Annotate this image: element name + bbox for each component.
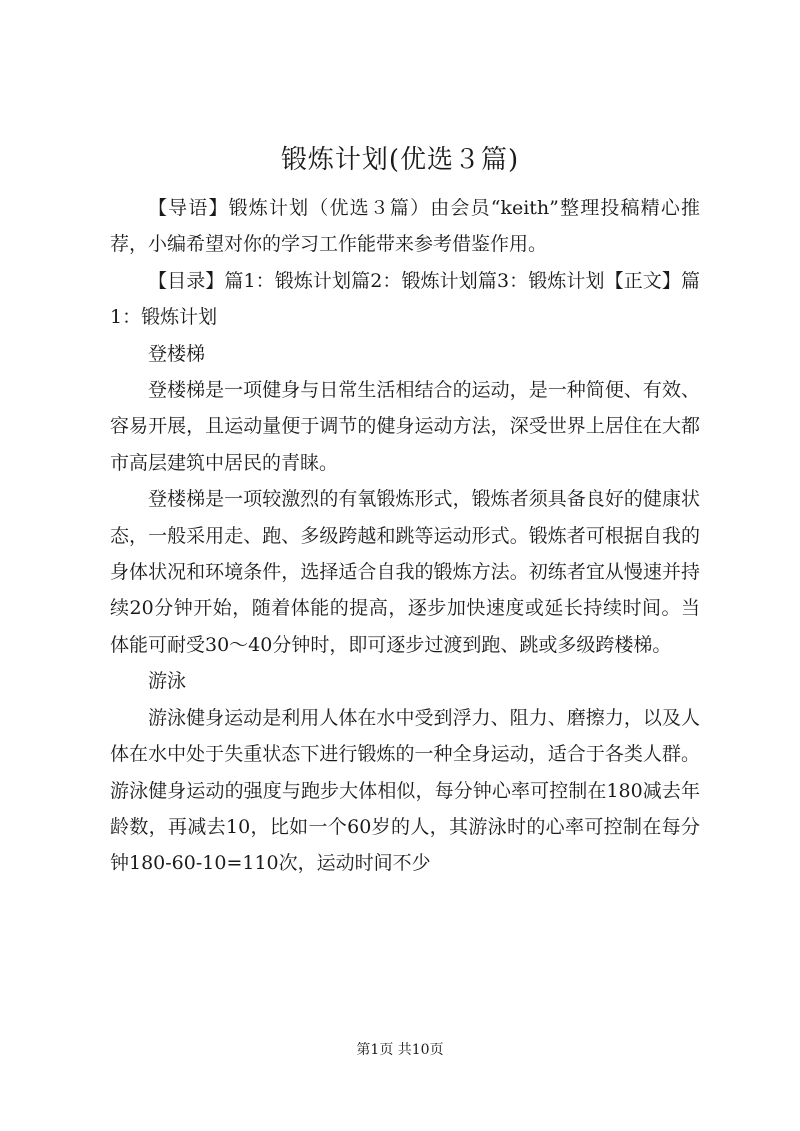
page-number-footer: 第1页 共10页 (356, 1042, 444, 1058)
body-paragraph: 登楼梯是一项健身与日常生活相结合的运动，是一种简便、有效、容易开展，且运动量便于调节的健身运动方法，深受世界上居住在大都市高层建筑中居民的青睐。 (110, 379, 700, 474)
document-body (110, 190, 700, 882)
body-paragraph: 游泳健身运动是利用人体在水中受到浮力、阻力、磨擦力，以及人体在水中处于失重状态下进行锻炼的一种全身运动，适合于各类人群。游泳健身运动的强度与跑步大体相似，每分钟心率可控制在180减去年龄数，再减去10，比如一个60岁的人，其游泳时的心率可控制在每分钟180-60-10=110次，运动时间不少 (110, 706, 700, 875)
document-title: 锻炼计划(优选３篇) (280, 145, 520, 175)
table-of-contents-paragraph: 【目录】篇1：锻炼计划篇2：锻炼计划篇3：锻炼计划【正文】篇1：锻炼计划 (110, 269, 700, 329)
section-heading-swimming: 游泳 (148, 670, 187, 693)
intro-paragraph: 【导语】锻炼计划（优选３篇）由会员“keith”整理投稿精心推荐，小编希望对你的学习工作能带来参考借鉴作用。 (110, 197, 700, 256)
section-heading-stairs: 登楼梯 (148, 342, 206, 365)
body-paragraph: 登楼梯是一项较激烈的有氧锻炼形式，锻炼者须具备良好的健康状态，一般采用走、跑、多级跨越和跳等运动形式。锻炼者可根据自我的身体状况和环境条件，选择适合自我的锻炼方法。初练者宜从慢速并持续20分钟开始，随着体能的提高，逐步加快速度或延长持续时间。当体能可耐受30～40分钟时，即可逐步过渡到跑、跳或多级跨楼梯。 (110, 488, 700, 656)
